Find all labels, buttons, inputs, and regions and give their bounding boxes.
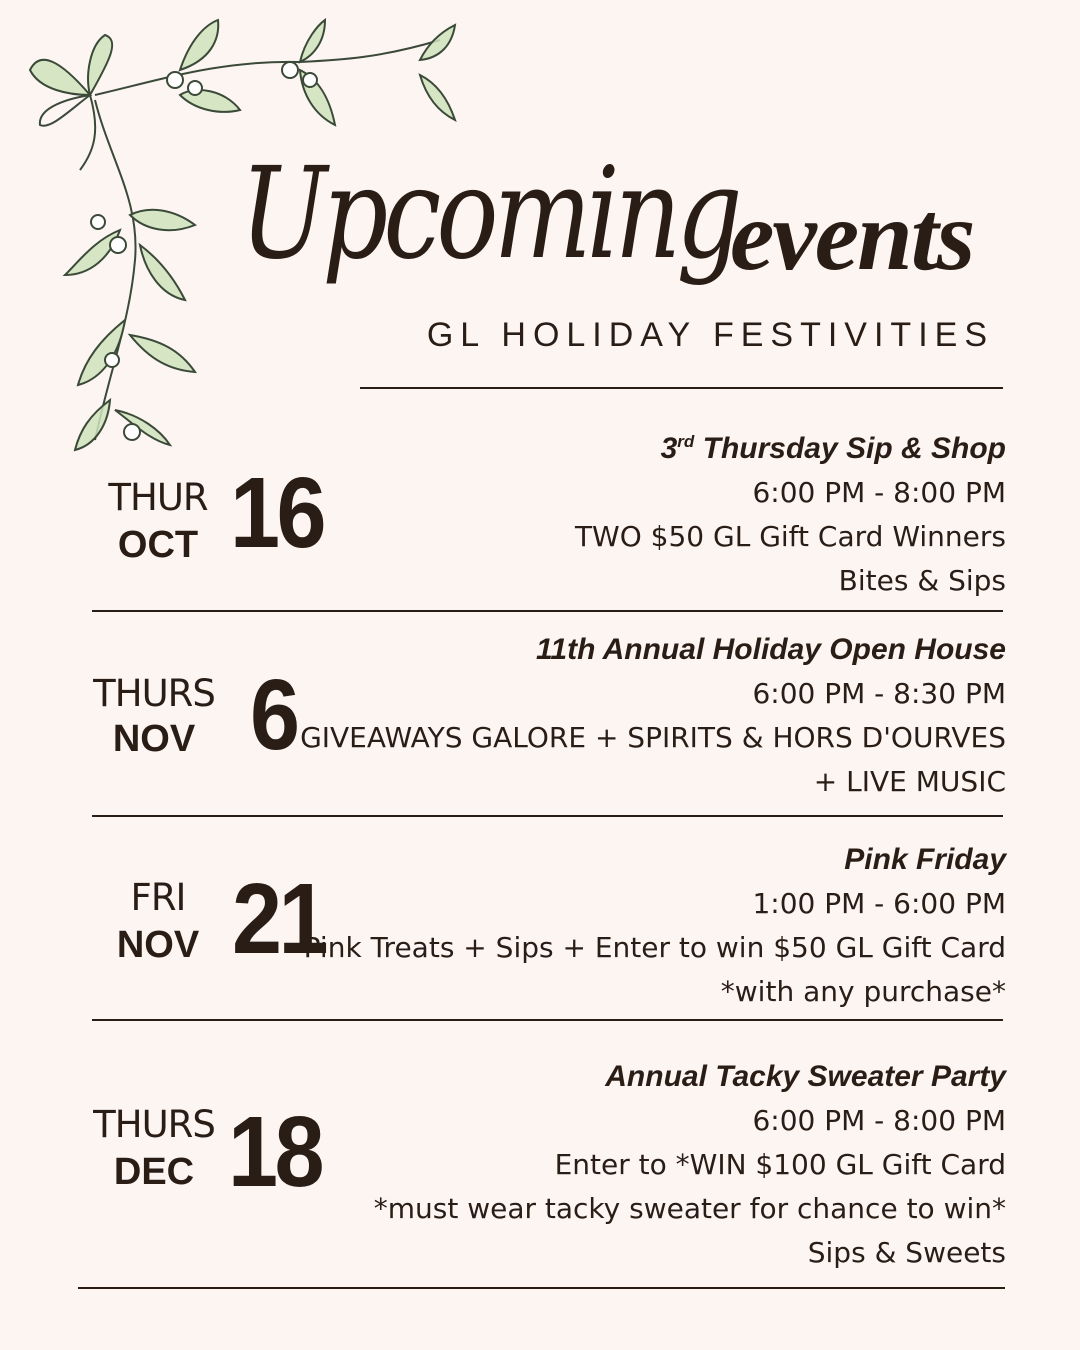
event-details [300,628,1006,804]
event-day: 16 [230,457,323,569]
event-weekday: THUR [108,476,208,519]
event-details [304,838,1006,1014]
event-time: 6:00 PM - 8:00 PM [752,1104,1006,1137]
event-line: *must wear tacky sweater for chance to win* [373,1192,1006,1225]
divider [78,1287,1005,1289]
event-line: *with any purchase* [720,975,1006,1008]
event-time: 6:00 PM - 8:30 PM [752,677,1006,710]
page-title [240,140,974,291]
event-day: 18 [228,1096,321,1208]
divider [92,1019,1003,1021]
event-weekday: THURS [93,1103,215,1146]
event-time: 1:00 PM - 6:00 PM [752,887,1006,920]
title-script: Upcoming [240,140,738,287]
event-line: TWO $50 GL Gift Card Winners [574,520,1006,553]
event-line: Pink Treats + Sips + Enter to win $50 GL Gift Card [303,931,1006,964]
event-line: + LIVE MUSIC [813,765,1006,798]
event-title: 11th Annual Holiday Open House [535,633,1006,666]
divider [92,815,1003,817]
event-month: NOV [116,924,200,966]
event-details [374,1055,1006,1275]
event-time: 6:00 PM - 8:00 PM [752,476,1006,509]
subtitle: GL HOLIDAY FESTIVITIES [426,316,994,354]
event-title: 3rd Thursday Sip & Shop [660,432,1006,465]
event-month: DEC [113,1151,195,1193]
event-line: GIVEAWAYS GALORE + SPIRITS & HORS D'OURVES [300,721,1006,754]
event-day: 6 [250,659,297,771]
divider [360,387,1003,389]
event-details [575,420,1006,603]
event-weekday: FRI [130,876,186,919]
divider [92,610,1003,612]
event-weekday: THURS [93,672,215,715]
event-line: Bites & Sips [838,564,1006,597]
event-day: 21 [232,863,325,975]
event-line: Sips & Sweets [807,1236,1006,1269]
event-month: OCT [117,524,199,566]
title-bold: events [730,180,974,291]
event-line: Enter to *WIN $100 GL Gift Card [554,1148,1006,1181]
event-title: Annual Tacky Sweater Party [605,1060,1006,1093]
event-month: NOV [112,718,196,760]
event-title: Pink Friday [844,843,1006,876]
